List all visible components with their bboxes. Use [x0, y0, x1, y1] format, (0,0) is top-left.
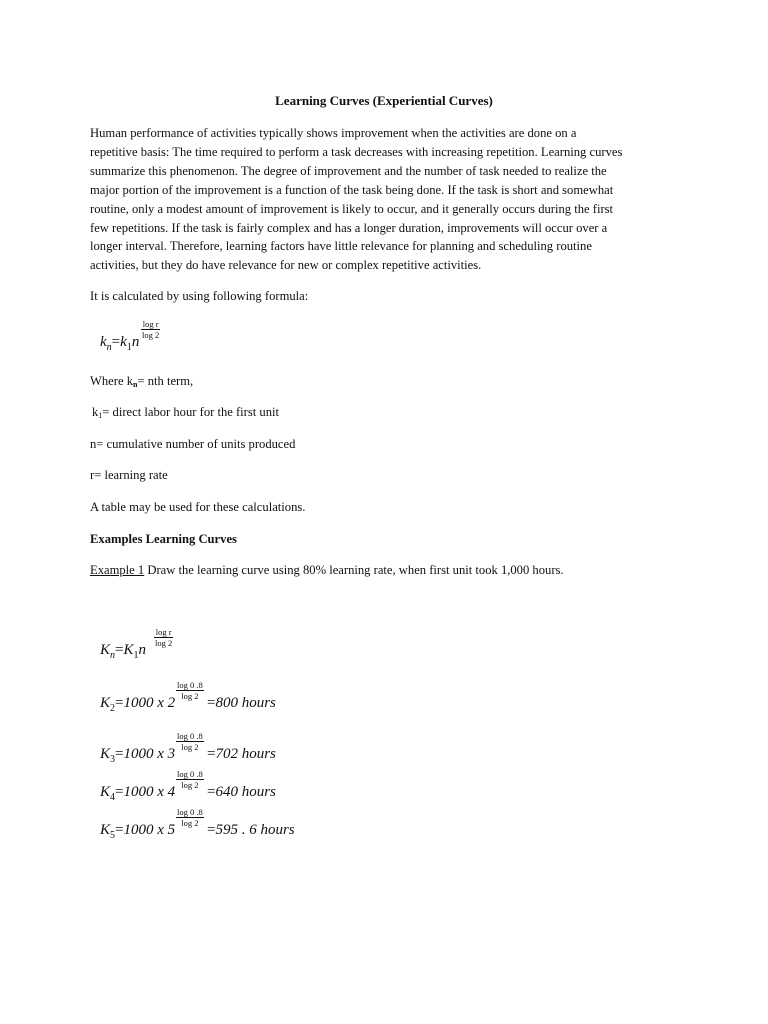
calc-k2-result: =800 hours [207, 695, 276, 711]
intro-line: Human performance of activities typically shows improvement when the activities are done on a [90, 126, 577, 140]
definition-r: r= learning rate [90, 468, 168, 482]
definition-n: n= cumulative number of units produced [90, 437, 296, 451]
intro-line: repetitive basis: The time required to perform a task decreases with increasing repetition. Learning curves [90, 144, 623, 159]
intro-line: activities, but they do have relevance for new or complex repetitive activities. [90, 258, 482, 273]
example-1-label: Example 1 [90, 563, 145, 577]
intro-line: major portion of the improvement is a function of the task being done. If the task is short and somewhat [90, 182, 614, 197]
calc-k2: $K_2=1000$ x 2 [100, 695, 176, 714]
intro-line: few repetitions. If the task is fairly complex and has a longer duration, improvements will occur over a [90, 220, 608, 235]
calc-k4: $K_4=1000$ x 4 [100, 784, 176, 803]
intro-line: summarize this phenomenon. The degree of improvement and the number of task needed to realize the [90, 163, 607, 178]
calc-k3-exponent: $\frac{\log 0 .8}{\log 2}$ [177, 731, 203, 752]
calc-k5-result: =595 . 6 hours [207, 822, 295, 838]
calc-k5-exponent: $\frac{\log 0 .8}{\log 2}$ [177, 807, 203, 828]
intro-line: routine, only a modest amount of improvement is likely to occur, and it generally occurs during the first [90, 201, 614, 216]
example-formula: $K_n=K_1n$ [100, 642, 146, 661]
example-formula-exponent: $\frac{\text{log r}}{\log 2}$ [155, 627, 173, 648]
page-title: Learning Curves (Experiential Curves) [275, 93, 493, 108]
general-formula: $k_n=k_1n$ [100, 334, 140, 353]
table-note: A table may be used for these calculations. [90, 500, 306, 514]
general-formula-exponent: $\frac{\text{log r}}{\log 2}$ [142, 319, 160, 340]
calc-k4-exponent: $\frac{\log 0 .8}{\log 2}$ [177, 769, 203, 790]
example-1-text: Draw the learning curve using 80% learning rate, when first unit took 1,000 hours. [144, 563, 564, 577]
calc-k4-result: =640 hours [207, 784, 276, 800]
calc-k3-result: =702 hours [207, 746, 276, 762]
definition-kn: Where kn= nth term, [90, 374, 194, 389]
definition-k1: k1= direct labor hour for the first unit [92, 405, 280, 420]
intro-line: longer interval. Therefore, learning factors have little relevance for planning and scheduling routine [90, 239, 592, 254]
calc-k3: $K_3=1000$ x 3 [100, 746, 176, 765]
calc-k2-exponent: $\frac{\log 0 .8}{\log 2}$ [177, 680, 203, 701]
example-1 [90, 563, 564, 578]
examples-heading: Examples Learning Curves [90, 532, 237, 546]
calc-k5: $K_5=1000$ x 5 [100, 822, 176, 841]
intro-paragraph [90, 124, 690, 275]
formula-intro: It is calculated by using following formula: [90, 289, 309, 303]
